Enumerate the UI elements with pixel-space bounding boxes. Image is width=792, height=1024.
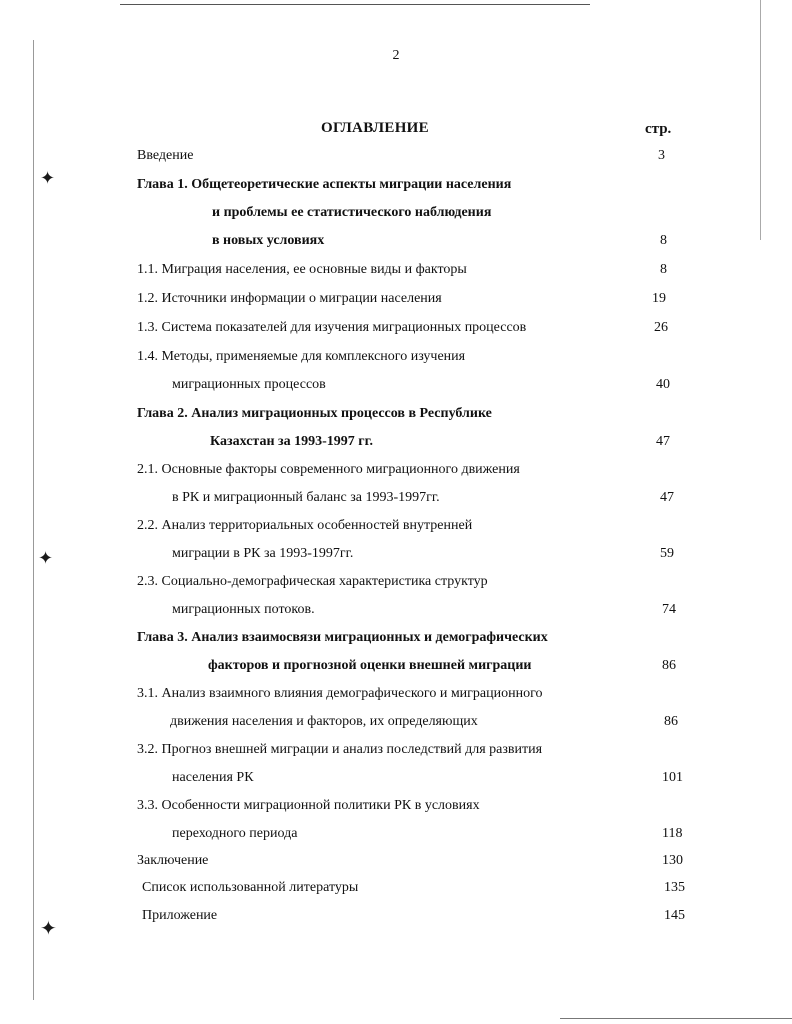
- toc-page-number: 8: [660, 233, 667, 248]
- toc-entry-section-1-2: 1.2. Источники информации о миграции населения: [137, 291, 442, 306]
- toc-entry-introduction: Введение: [137, 148, 194, 163]
- toc-page-number: 130: [662, 853, 683, 868]
- toc-entry-section-2-3-cont: миграционных потоков.: [172, 602, 315, 617]
- toc-page-number: 8: [660, 262, 667, 277]
- toc-entry-section-3-2: 3.2. Прогноз внешней миграции и анализ последствий для развития: [137, 742, 543, 757]
- toc-entry-section-1-3: 1.3. Система показателей для изучения миграционных процессов: [137, 320, 527, 335]
- scan-border-right: [760, 0, 761, 240]
- binding-hole-mark: ✦: [40, 168, 56, 189]
- toc-entry-section-2-1: 2.1. Основные факторы современного миграционного движения: [137, 462, 520, 477]
- toc-page-number: 59: [660, 546, 674, 561]
- toc-entry-section-2-1-cont: в РК и миграционный баланс за 1993-1997гг.: [172, 490, 440, 505]
- toc-page-number: 118: [662, 826, 683, 841]
- page-number: 2: [392, 48, 400, 63]
- toc-entry-section-1-4: 1.4. Методы, применяемые для комплексного изучения: [137, 349, 466, 364]
- toc-page-number: 47: [656, 434, 670, 449]
- toc-entry-chapter-2: Глава 2. Анализ миграционных процессов в Республике: [137, 406, 492, 421]
- toc-entry-chapter-1-cont: и проблемы ее статистического наблюдения: [212, 205, 492, 220]
- toc-page-column-header: стр.: [645, 121, 672, 137]
- toc-title: ОГЛАВЛЕНИЕ: [321, 120, 429, 136]
- toc-page-number: 135: [664, 880, 685, 895]
- toc-entry-chapter-3-cont: факторов и прогнозной оценки внешней миграции: [208, 658, 532, 673]
- toc-entry-section-2-2-cont: миграции в РК за 1993-1997гг.: [172, 546, 354, 561]
- toc-page-number: 47: [660, 490, 674, 505]
- toc-entry-conclusion: Заключение: [137, 853, 209, 868]
- toc-page-number: 26: [654, 320, 668, 335]
- toc-entry-chapter-2-cont: Казахстан за 1993-1997 гг.: [210, 434, 373, 449]
- toc-page-number: 74: [662, 602, 676, 617]
- toc-entry-chapter-1-cont: в новых условиях: [212, 233, 325, 248]
- toc-page-number: 3: [658, 148, 665, 163]
- toc-entry-section-1-4-cont: миграционных процессов: [172, 377, 326, 392]
- toc-entry-references: Список использованной литературы: [142, 880, 359, 895]
- toc-entry-appendix: Приложение: [142, 908, 218, 923]
- toc-entry-section-3-2-cont: населения РК: [172, 770, 254, 785]
- toc-page-number: 86: [664, 714, 678, 729]
- toc-page-number: 86: [662, 658, 676, 673]
- toc-entry-section-3-3: 3.3. Особенности миграционной политики РК в условиях: [137, 798, 480, 813]
- toc-page-number: 40: [656, 377, 670, 392]
- toc-entry-chapter-1: Глава 1. Общетеоретические аспекты миграции населения: [137, 177, 512, 192]
- toc-entry-section-2-2: 2.2. Анализ территориальных особенностей внутренней: [137, 518, 473, 533]
- toc-entry-section-3-1: 3.1. Анализ взаимного влияния демографического и миграционного: [137, 686, 543, 701]
- toc-page-number: 145: [664, 908, 685, 923]
- toc-entry-section-3-1-cont: движения населения и факторов, их определяющих: [170, 714, 478, 729]
- binding-hole-mark: ✦: [38, 548, 54, 569]
- toc-entry-section-1-1: 1.1. Миграция населения, ее основные виды и факторы: [137, 262, 467, 277]
- toc-entry-chapter-3: Глава 3. Анализ взаимосвязи миграционных и демографических: [137, 630, 548, 645]
- scan-border-top: [120, 4, 590, 5]
- toc-page-number: 19: [652, 291, 666, 306]
- toc-entry-section-2-3: 2.3. Социально-демографическая характеристика структур: [137, 574, 488, 589]
- scan-border-left: [33, 40, 34, 1000]
- scan-border-bottom: [560, 1018, 792, 1019]
- toc-page-number: 101: [662, 770, 683, 785]
- toc-entry-section-3-3-cont: переходного периода: [172, 826, 298, 841]
- binding-hole-mark: ✦: [40, 916, 57, 940]
